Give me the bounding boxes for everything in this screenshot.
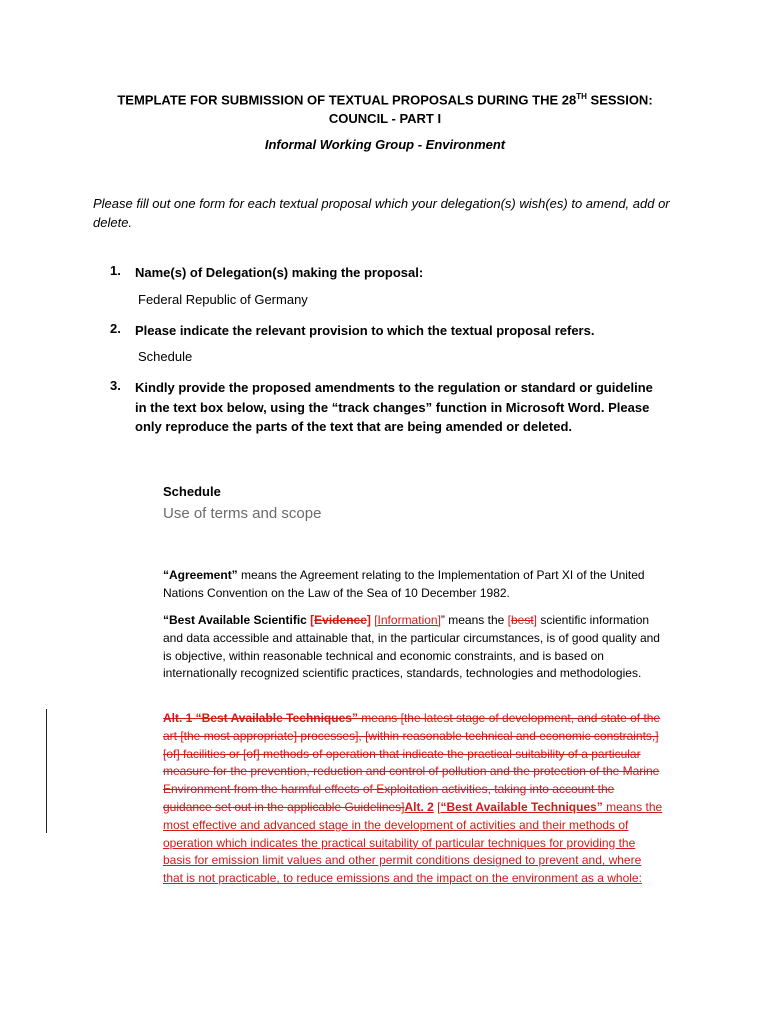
alt2-term: “Best Available Techniques” <box>440 799 603 814</box>
tracked-deletion: Evidence <box>314 613 367 627</box>
question-2-text: Please indicate the relevant provision to which the textual proposal refers. <box>135 323 595 338</box>
change-bar <box>46 709 47 833</box>
alt1-label: Alt. 1 <box>163 711 196 725</box>
question-3-text: Kindly provide the proposed amendments to the regulation or standard or guideline in the text box below, using the “track changes” function in Microsoft Word. Please only reproduce the parts of the text that are being amended or deleted. <box>135 380 653 434</box>
schedule-heading: Schedule <box>163 484 221 499</box>
definition-best-available-techniques <box>163 710 663 888</box>
question-2-number: 2. <box>110 321 121 336</box>
title-superscript: TH <box>576 92 587 101</box>
document-title-line1 <box>60 92 710 107</box>
question-1-number: 1. <box>110 263 121 278</box>
question-1-text: Name(s) of Delegation(s) making the proposal: <box>135 265 424 280</box>
document-subtitle: Informal Working Group - Environment <box>264 137 506 152</box>
alt2-inserted-text: values and other permit conditions designed to prevent and, where that is not <box>163 853 642 886</box>
title-text: TEMPLATE FOR SUBMISSION OF TEXTUAL PROPOSALS DURING THE 28 <box>117 92 577 108</box>
alt1-term: “Best Available Techniques” <box>195 711 358 725</box>
alt1-deleted-text: means [the latest stage of development, and state of the art [the most appropriate] processes], [within reasonable technical and economic constraints,] [of] facilities or [of] methods of operation that indicate the practical suitability of a particular measure for the prevention, reduction and control of pollution and the protection of the Marine Environment from the harmful effects of Exploitation activities, taking into account the guidance set out in the applicable Guidelines] <box>163 711 661 814</box>
definition-term: “Best Available Scientific <box>163 613 311 627</box>
alt2-label: Alt. 2 <box>404 799 434 814</box>
alt2-inserted-text: practicable, to reduce emissions and the impact on the environment as a whole: <box>215 871 642 886</box>
schedule-subheading: Use of terms and scope <box>163 505 322 522</box>
question-3-number: 3. <box>110 378 121 393</box>
definition-term: “Agreement” <box>163 568 238 582</box>
question-2-answer: Schedule <box>138 349 193 364</box>
alt2-inserted-text: means the most effective and advanced stage in <box>163 799 663 832</box>
title-text-end: SESSION: <box>586 92 653 108</box>
definition-best-available-scientific <box>163 612 663 683</box>
alt2-inserted-text: the development of activities and their methods of operation which indicates the <box>163 817 629 850</box>
tracked-bracket-best: [best] <box>507 613 537 627</box>
question-1-answer: Federal Republic of Germany <box>138 292 308 307</box>
document-title-line2: COUNCIL - PART I <box>328 111 442 126</box>
definition-text: means the Agreement relating to the Implementation of Part XI of the United Nations Convention on the Law of the Sea of 10 December 1982. <box>163 568 645 600</box>
intro-instructions: Please fill out one form for each textual proposal which your delegation(s) wish(es) to amend, add or delete. <box>93 196 670 230</box>
tracked-insertion: [Information] <box>374 613 441 627</box>
alt2-bracket: [ <box>433 799 441 814</box>
tracked-bracket: [ <box>310 613 315 627</box>
tracked-bracket: ] <box>366 613 371 627</box>
definition-text: ” means the <box>440 613 508 627</box>
definition-agreement <box>163 567 663 603</box>
alt2-inserted-text: practical suitability of particular techniques for providing the basis for emission limit <box>163 835 636 868</box>
definition-text: scientific information and data accessible and attainable that, in the particular circumstances, is of good quality and is objective, within reasonable technical and economic constraints, and is based on internationally recognized scientific practices, standards, technologies and methodologies. <box>163 613 660 681</box>
